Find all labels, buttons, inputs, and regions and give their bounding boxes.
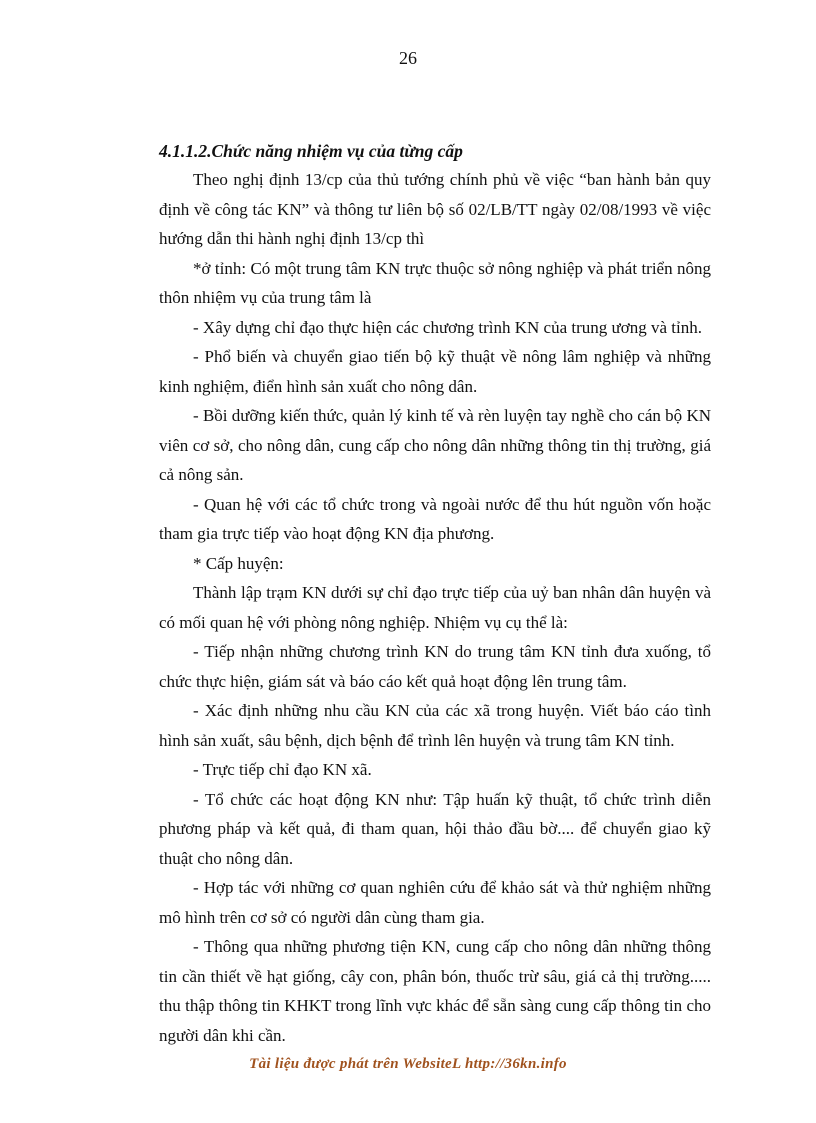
paragraph: - Tiếp nhận những chương trình KN do trung tâm KN tỉnh đưa xuống, tổ chức thực hiện, giám sát và báo cáo kết quả hoạt động lên trung tâm.: [159, 642, 711, 691]
section-heading: 4.1.1.2.Chức năng nhiệm vụ của từng cấp: [159, 141, 463, 161]
document-body: [159, 141, 711, 1050]
paragraph: *ở tỉnh: Có một trung tâm KN trực thuộc sở nông nghiệp và phát triển nông thôn nhiệm vụ của trung tâm là: [159, 258, 711, 307]
paragraph: - Hợp tác với những cơ quan nghiên cứu để khảo sát và thử nghiệm những mô hình trên cơ sở có người dân cùng tham gia.: [159, 878, 711, 927]
footer-watermark: Tài liệu được phát trên WebsiteL http://36kn.info: [249, 1056, 567, 1072]
paragraph: - Phổ biến và chuyển giao tiến bộ kỹ thuật về nông lâm nghiệp và những kinh nghiệm, điển hình sản xuất cho nông dân.: [159, 347, 711, 396]
paragraph: - Xây dựng chỉ đạo thực hiện các chương trình KN của trung ương và tỉnh.: [193, 317, 702, 337]
paragraph: - Thông qua những phương tiện KN, cung cấp cho nông dân những thông tin cần thiết về hạt giống, cây con, phân bón, thuốc trừ sâu, giá cả thị trường..... thu thập thông tin KHKT trong lĩnh vực khác để sẵn sàng cung cấp thông tin cho người dân khi cần.: [159, 937, 711, 1045]
page-number: 26: [399, 48, 417, 68]
paragraph: - Quan hệ với các tổ chức trong và ngoài nước để thu hút nguồn vốn hoặc tham gia trực tiếp vào hoạt động KN địa phương.: [159, 494, 711, 543]
paragraph: - Xác định những nhu cầu KN của các xã trong huyện. Viết báo cáo tình hình sản xuất, sâu bệnh, dịch bệnh để trình lên huyện và trung tâm KN tỉnh.: [159, 701, 711, 750]
paragraph: Theo nghị định 13/cp của thủ tướng chính phủ về việc “ban hành bản quy định về công tác KN” và thông tư liên bộ số 02/LB/TT ngày 02/08/1993 về việc hướng dẫn thi hành nghị định 13/cp thì: [159, 170, 711, 248]
paragraph: * Cấp huyện:: [193, 553, 284, 573]
paragraph: - Trực tiếp chỉ đạo KN xã.: [193, 760, 372, 779]
paragraph: - Tổ chức các hoạt động KN như: Tập huấn kỹ thuật, tổ chức trình diễn phương pháp và kết quả, đi tham quan, hội thảo đầu bờ.... để chuyển giao kỹ thuật cho nông dân.: [159, 789, 711, 868]
paragraph: - Bồi dưỡng kiến thức, quản lý kinh tế và rèn luyện tay nghề cho cán bộ KN viên cơ sở, cho nông dân, cung cấp cho nông dân những thông tin thị trường, giá cả nông sản.: [159, 406, 711, 484]
paragraph: Thành lập trạm KN dưới sự chỉ đạo trực tiếp của uỷ ban nhân dân huyện và có mối quan hệ với phòng nông nghiệp. Nhiệm vụ cụ thể là:: [159, 583, 711, 632]
